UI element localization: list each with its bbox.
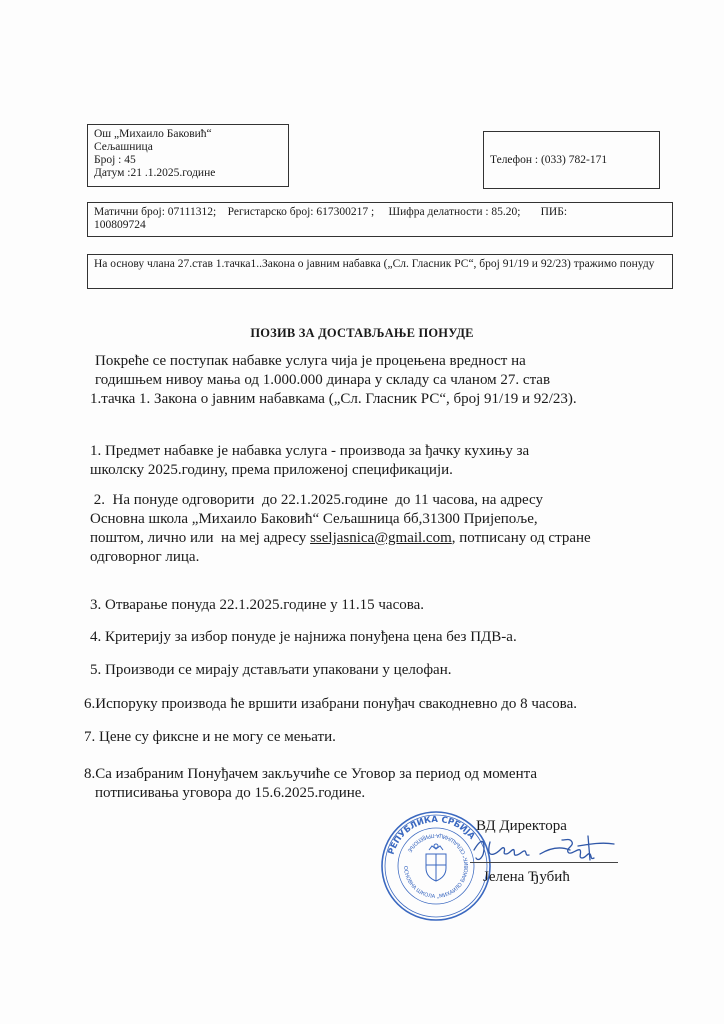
signatory-name: Јелена Ђубић [483, 869, 570, 885]
item-2-line-suffix: , потписану од стране [451, 530, 591, 546]
stamp-inner-text: ОСНОВНА ШКОЛА „МИХАИЛО БАКОВИЋ“ СЕЉАШНИЦА-ПРИЈЕПОЉЕ [401, 831, 471, 901]
item-4: 4. Критерију за избор понуде је најнижа понуђена цена без ПДВ-а. [90, 629, 517, 645]
intro-paragraph [90, 352, 577, 409]
item-2-line-prefix: поштом, лично или на меј адресу [90, 530, 311, 546]
document-title: ПОЗИВ ЗА ДОСТАВЉАЊЕ ПОНУДЕ [250, 326, 474, 340]
item-1-line: 1. Предмет набавке је набавка услуга - производа за ђачку кухињу за [90, 443, 530, 459]
document-date: Датум :21 .1.2025.године [94, 167, 216, 179]
legal-basis-text: На основу члана 27.став 1.тачка1..Закона о јавним набавка („Сл. Гласник РС“, број 91/19 и 92/23) тражимо понуду [94, 258, 655, 270]
item-2-line: одговорног лица. [90, 549, 200, 565]
item-2-line [90, 529, 591, 548]
registarski-broj: Регистарско број: 617300217 ; [227, 206, 375, 218]
phone-box [483, 131, 660, 189]
pib-label: ПИБ: [540, 206, 568, 218]
intro-line: годишњем нивоу мања од 1.000.000 динара у складу са чланом 27. став [95, 372, 551, 388]
sifra-delatnosti: Шифра делатности : 85.20; [388, 206, 521, 218]
item-8-line: потписивања уговора до 15.6.2025.године. [95, 785, 366, 801]
item-8 [84, 765, 537, 803]
registration-ids-box [87, 202, 673, 237]
document-number: Број : 45 [94, 154, 136, 166]
item-3: 3. Отварање понуда 22.1.2025.године у 11.15 часова. [90, 597, 425, 613]
item-1-line: школску 2025.годину, према приложеној спецификацији. [90, 462, 453, 478]
item-6: 6.Испоруку производа ће вршити изабрани понуђач свакодневно до 8 часова. [84, 696, 577, 712]
signatory-role: ВД Директора [476, 818, 567, 834]
item-2 [90, 491, 591, 567]
item-2-line: Основна школа „Михаило Баковић“ Сељашница бб,31300 Пријепоље, [90, 511, 538, 527]
stamp-outer-text: РЕПУБЛИКА СРБИЈА [386, 814, 477, 857]
coat-of-arms-icon [426, 844, 446, 881]
item-5: 5. Производи се мирају дстављати упаковани у целофан. [90, 662, 452, 678]
email-link[interactable]: sseljasnica@gmail.com [310, 530, 452, 546]
signature-line [470, 862, 618, 863]
phone-number: Телефон : (033) 782-171 [490, 153, 608, 166]
school-name: Ош „Михаило Баковић“ [94, 128, 212, 140]
item-1 [90, 442, 529, 480]
handwritten-signature [470, 832, 620, 866]
legal-basis-box [87, 254, 673, 289]
item-7: 7. Цене су фиксне и не могу се мењати. [84, 729, 336, 745]
intro-line: Покреће се поступак набавке услуга чија је процењена вредност на [95, 353, 526, 369]
pib-value: 100809724 [94, 219, 146, 231]
school-info-box [87, 124, 289, 187]
intro-line: 1.тачка 1. Закона о јавним набавкама („Сл. Гласник РС“, број 91/19 и 92/23). [90, 391, 577, 407]
school-place: Сељашница [94, 141, 153, 153]
item-2-line: 2. На понуде одговорити до 22.1.2025.године до 11 часова, на адресу [90, 492, 543, 508]
maticni-broj: Матични број: 07111312; [94, 206, 217, 218]
item-8-line: 8.Са изабраним Понуђачем закључиће се Уговор за период од момента [84, 766, 538, 782]
